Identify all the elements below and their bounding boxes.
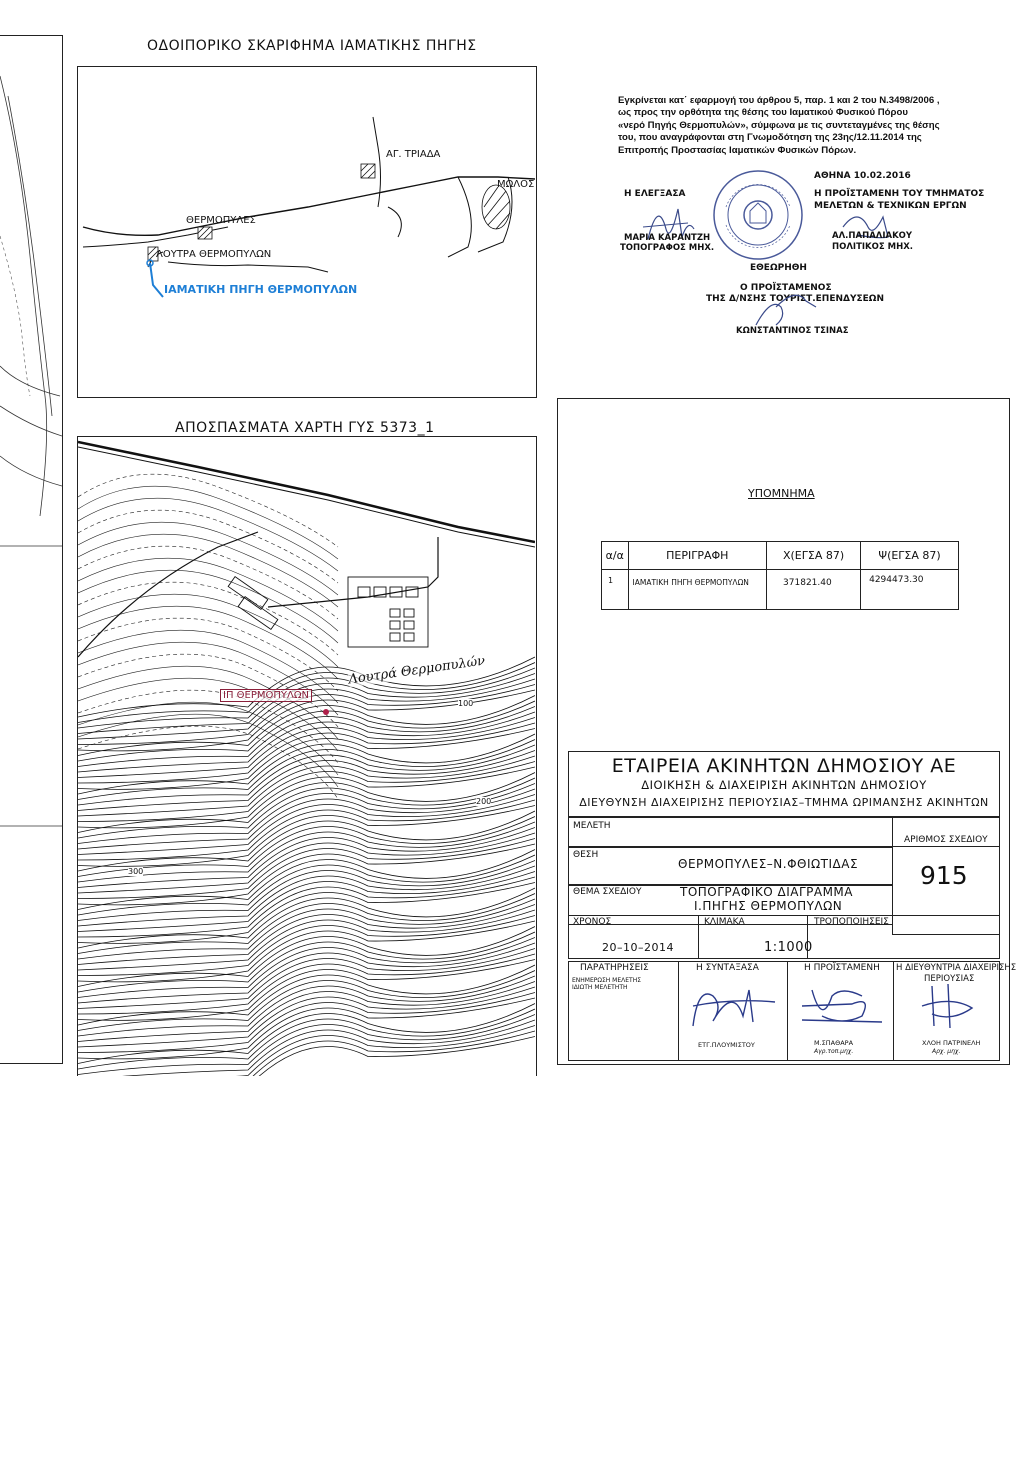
drawing-number-label: ΑΡΙΘΜΟΣ ΣΧΕΔΙΟΥ (904, 835, 988, 845)
drawing-number: 915 (920, 861, 968, 890)
title-block (568, 751, 1017, 1061)
director-label-1: Η ΔΙΕΥΘΥΝΤΡΙΑ ΔΙΑΧΕΙΡΙΣΗΣ (896, 963, 1017, 973)
legend-row-index: 1 (602, 570, 629, 610)
director-signature-block (912, 976, 992, 1036)
company-department: ΔΙΕΥΘΥΝΣΗ ΔΙΑΧΕΙΡΙΣΗΣ ΠΕΡΙΟΥΣΙΑΣ–ΤΜΗΜΑ ΩΡΙΜΑΝΣΗΣ ΑΚΙΝΗΤΩΝ (579, 796, 989, 809)
route-sketch-title: ΟΔΟΙΠΟΡΙΚΟ ΣΚΑΡΙΦΗΜΑ ΙΑΜΑΤΙΚΗΣ ΠΗΓΗΣ (147, 38, 477, 54)
legend-row-x: 371821.40 (767, 570, 861, 610)
head-signature (838, 207, 898, 247)
approval-text (618, 95, 976, 157)
approval-line-1: Εγκρίνεται κατ΄ εφαρμογή του άρθρου 5, παρ. 1 και 2 του Ν.3498/2006 , (618, 95, 940, 106)
place-spring: ΙΑΜΑΤΙΚΗ ΠΗΓΗ ΘΕΡΜΟΠΥΛΩΝ (164, 283, 358, 296)
date-label: ΧΡΟΝΟΣ (573, 917, 612, 927)
checker-name: ΜΑΡΙΑ ΚΑΡΑΝΤΖΗ (624, 233, 711, 243)
head-role: Αγρ.τοπ.μηχ. (814, 1048, 854, 1055)
drafter-signature (683, 976, 783, 1036)
approval-line-3: «νερό Πηγής Θερμοπυλών», σύμφωνα με τις συντεταγμένες της θέσης (618, 119, 940, 131)
notes-label: ΠΑΡΑΤΗΡΗΣΕΙΣ (580, 963, 649, 973)
director-signature (746, 287, 826, 331)
date-value: 20–10–2014 (602, 941, 674, 954)
legend-panel (557, 398, 1017, 1065)
head-name: ΑΛ.ΠΑΠΑΛΙΑΚΟΥ (832, 231, 913, 241)
approval-block (618, 95, 985, 345)
scale-value: 1:1000 (764, 940, 813, 955)
place-molos: ΜΩΛΟΣ (497, 179, 535, 190)
notes-line-1: ΕΝΗΜΕΡΩΣΗ ΜΕΛΕΤΗΣ (572, 977, 642, 984)
subject-line-1: ΤΟΠΟΓΡΑΦΙΚΟ ΔΙΑΓΡΑΜΜΑ (680, 885, 853, 899)
legend-header-description: ΠΕΡΙΓΡΑΦΗ (628, 542, 767, 570)
notes-line-2: ΙΔΙΩΤΗ ΜΕΛΕΤΗΤΗ (572, 984, 628, 991)
approval-line-4: του, που αναγράφονται στη Γνωμοδότηση της 23ης/12.11.2014 της (618, 132, 922, 144)
contour-label-200: 200 (476, 797, 492, 806)
director-label-2: ΠΕΡΙΟΥΣΙΑΣ (924, 974, 975, 984)
topo-map-drawing (78, 437, 535, 1076)
spring-marker (323, 709, 329, 715)
director-name: ΚΩΝΣΤΑΝΤΙΝΟΣ ΤΣΙΝΑΣ (736, 326, 849, 336)
company-name: ΕΤΑΙΡΕΙΑ ΑΚΙΝΗΤΩΝ ΔΗΜΟΣΙΟΥ ΑΕ (611, 755, 957, 777)
director-name: ΧΛΟΗ ΠΑΤΡΙΝΕΛΗ (922, 1039, 981, 1047)
drafter-name: ΕΤΓ.ΠΛΟΥΜΙΣΤΟΥ (698, 1041, 755, 1049)
director-role: Αρχ. μηχ. (932, 1048, 961, 1055)
drafter-label: Η ΣΥΝΤΑΞΑΣΑ (696, 963, 759, 973)
legend-title: ΥΠΟΜΝΗΜΑ (748, 487, 815, 500)
location-value: ΘΕΡΜΟΠΥΛΕΣ–Ν.ΦΘΙΩΤΙΔΑΣ (678, 857, 859, 871)
approval-date: ΑΘΗΝΑ 10.02.2016 (814, 171, 911, 181)
approval-line-5: Επιτροπής Προστασίας Ιαματικών Φυσικών Πόρων. (618, 144, 857, 156)
study-label: ΜΕΛΕΤΗ (573, 821, 611, 831)
legend-row-y: 4294473.30 (861, 570, 959, 610)
subject-label: ΘΕΜΑ ΣΧΕΔΙΟΥ (573, 887, 642, 897)
scale-label: ΚΛΙΜΑΚΑ (704, 917, 745, 927)
revisions-label: ΤΡΟΠΟΠΟΙΗΣΕΙΣ (814, 917, 889, 927)
map-extract-title: ΑΠΟΣΠΑΣΜΑΤΑ ΧΑΡΤΗ ΓΥΣ 5373_1 (175, 420, 435, 436)
legend-header-x: Χ(ΕΓΣΑ 87) (767, 542, 861, 570)
head-role: ΠΟΛΙΤΙΚΟΣ ΜΗΧ. (832, 242, 913, 252)
director-title-1: Ο ΠΡΟΪΣΤΑΜΕΝΟΣ (740, 283, 832, 293)
checker-role: ΤΟΠΟΓΡΑΦΟΣ ΜΗΧ. (620, 243, 715, 253)
place-thermopyles: ΘΕΡΜΟΠΥΛΕΣ (186, 215, 256, 226)
legend-table (601, 541, 959, 610)
spring-label: ΙΠ ΘΕΡΜΟΠΥΛΩΝ (220, 689, 312, 702)
contour-label-100: 100 (458, 699, 474, 708)
head-title-2: ΜΕΛΕΤΩΝ & ΤΕΧΝΙΚΩΝ ΕΡΓΩΝ (814, 201, 967, 211)
place-agia-triada: ΑΓ. ΤΡΙΑΔΑ (386, 149, 441, 160)
head-signature-block (792, 976, 892, 1036)
checker-title: Η ΕΛΕΓΞΑΣΑ (624, 189, 686, 199)
subject-line-2: Ι.ΠΗΓΗΣ ΘΕΡΜΟΠΥΛΩΝ (694, 899, 843, 913)
legend-row-description: ΙΑΜΑΤΙΚΗ ΠΗΓΗ ΘΕΡΜΟΠΥΛΩΝ (628, 570, 767, 610)
place-loutra: ΛΟΥΤΡΑ ΘΕΡΜΟΠΥΛΩΝ (156, 249, 272, 260)
left-map-lines (0, 36, 62, 1063)
director-title-2: ΤΗΣ Δ/ΝΣΗΣ ΤΟΥΡΙΣΤ.ΕΠΕΝΔΥΣΕΩΝ (706, 294, 884, 304)
route-sketch-box (77, 66, 537, 398)
legend-header-y: Ψ(ΕΓΣΑ 87) (861, 542, 959, 570)
reviewed-label: ΕΘΕΩΡΗΘΗ (750, 263, 807, 273)
company-subtitle: ΔΙΟΙΚΗΣΗ & ΔΙΑΧΕΙΡΙΣΗ ΑΚΙΝΗΤΩΝ ΔΗΜΟΣΙΟΥ (641, 778, 927, 792)
head-name: Μ.ΣΠΑΘΑΡΑ (814, 1039, 854, 1047)
head-title-1: Η ΠΡΟΪΣΤΑΜΕΝΗ ΤΟΥ ΤΜΗΜΑΤΟΣ (814, 189, 985, 199)
approval-line-2: ως προς την ορθότητα της θέσης του Ιαματικού Φυσικού Πόρου (618, 107, 908, 119)
contour-label-300: 300 (128, 867, 144, 876)
left-map-fragment (0, 35, 63, 1064)
route-sketch-drawing (78, 67, 535, 396)
topographic-map (77, 436, 537, 1076)
location-label: ΘΕΣΗ (573, 850, 599, 860)
head-label: Η ΠΡΟΪΣΤΑΜΕΝΗ (804, 963, 880, 973)
handwritten-loutra: Λουτρά Θερμοπυλών (347, 653, 486, 688)
company-header (568, 751, 1000, 817)
official-stamp (710, 167, 806, 263)
legend-header-index: α/α (602, 542, 629, 570)
